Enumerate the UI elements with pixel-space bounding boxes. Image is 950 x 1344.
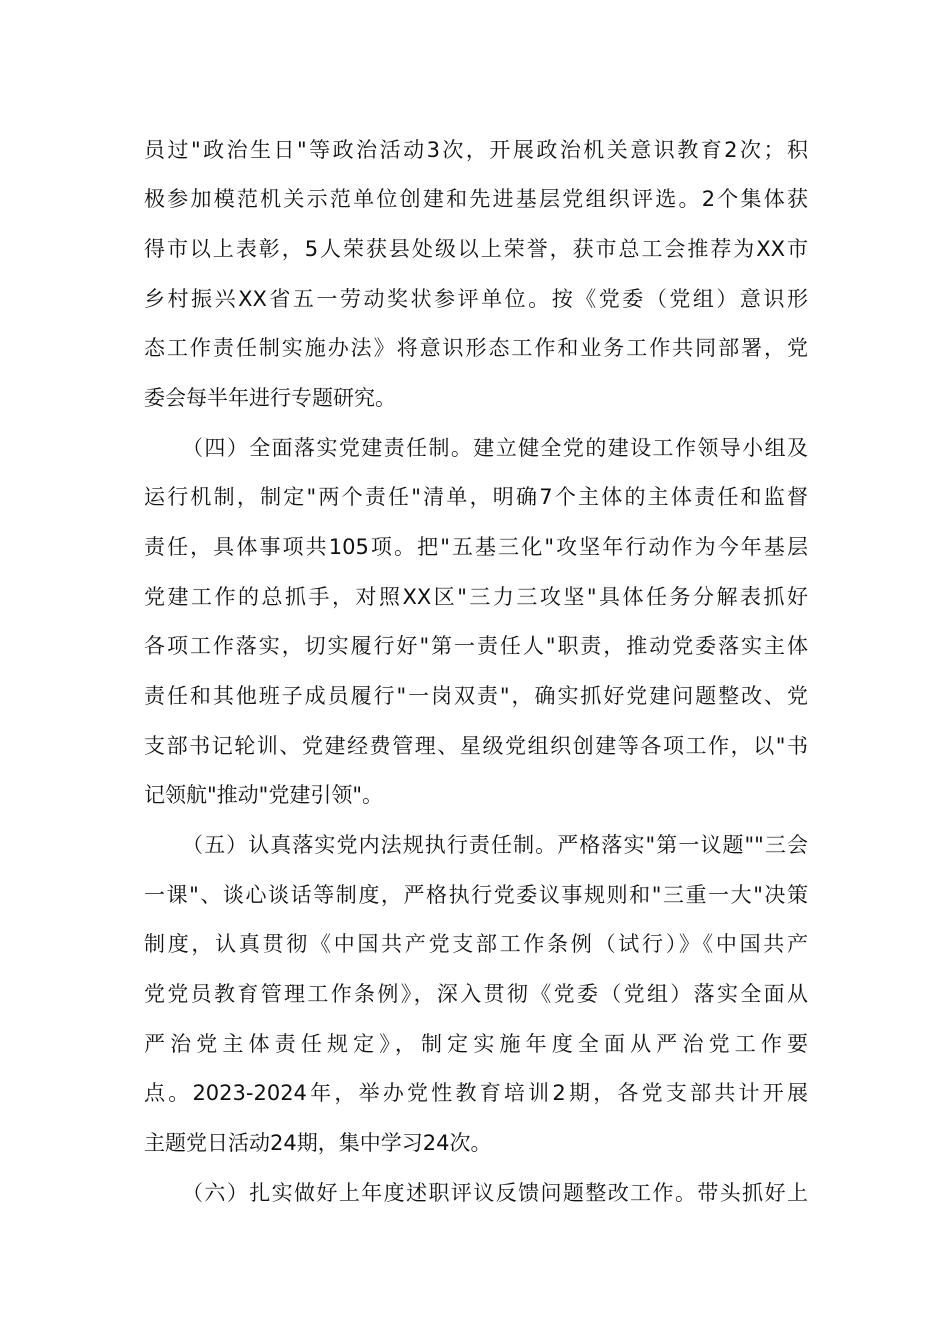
paragraph-line: 支部书记轮训、党建经费管理、星级党组织创建等各项工作，以"书: [144, 734, 808, 758]
paragraph-line: 极参加模范机关示范单位创建和先进基层党组织评选。2个集体获: [144, 187, 808, 211]
paragraph-line: 得市以上表彰，5人荣获县处级以上荣誉，获市总工会推荐为XX市: [144, 237, 808, 261]
paragraph-line: 记领航"推动"党建引领"。: [144, 783, 383, 807]
paragraph-line: 各项工作落实，切实履行好"第一责任人"职责，推动党委落实主体: [144, 634, 808, 658]
paragraph-line: 制度，认真贯彻《中国共产党支部工作条例（试行）》《中国共产: [144, 932, 808, 956]
paragraph-line: 一课"、谈心谈话等制度，严格执行党委议事规则和"三重一大"决策: [144, 883, 808, 907]
paragraph-line: 党党员教育管理工作条例》，深入贯彻《党委（党组）落实全面从: [144, 982, 808, 1006]
paragraph-line: 运行机制，制定"两个责任"清单，明确7个主体的主体责任和监督: [144, 485, 808, 509]
paragraph-line: （六）扎实做好上年度述职评议反馈问题整改工作。带头抓好上: [182, 1181, 808, 1205]
paragraph-line: 点。2023-2024年，举办党性教育培训2期，各党支部共计开展: [144, 1081, 808, 1105]
paragraph-line: 态工作责任制实施办法》将意识形态工作和业务工作共同部署，党: [144, 336, 808, 360]
paragraph-line: 员过"政治生日"等政治活动3次，开展政治机关意识教育2次；积: [144, 138, 808, 162]
paragraph-line: 严治党主体责任规定》，制定实施年度全面从严治党工作要: [144, 1032, 808, 1056]
paragraph-line: （四）全面落实党建责任制。建立健全党的建设工作领导小组及: [182, 436, 808, 460]
paragraph-line: 党建工作的总抓手，对照XX区"三力三攻坚"具体任务分解表抓好: [144, 585, 808, 609]
paragraph-line: 责任和其他班子成员履行"一岗双责"，确实抓好党建问题整改、党: [144, 684, 808, 708]
paragraph-line: 乡村振兴XX省五一劳动奖状参评单位。按《党委（党组）意识形: [144, 287, 808, 311]
paragraph-line: 主题党日活动24期，集中学习24次。: [144, 1131, 492, 1155]
paragraph-line: 委会每半年进行专题研究。: [144, 386, 396, 410]
paragraph-line: 责任，具体事项共105项。把"五基三化"攻坚年行动作为今年基层: [144, 535, 808, 559]
paragraph-line: （五）认真落实党内法规执行责任制。严格落实"第一议题""三会: [182, 833, 808, 857]
